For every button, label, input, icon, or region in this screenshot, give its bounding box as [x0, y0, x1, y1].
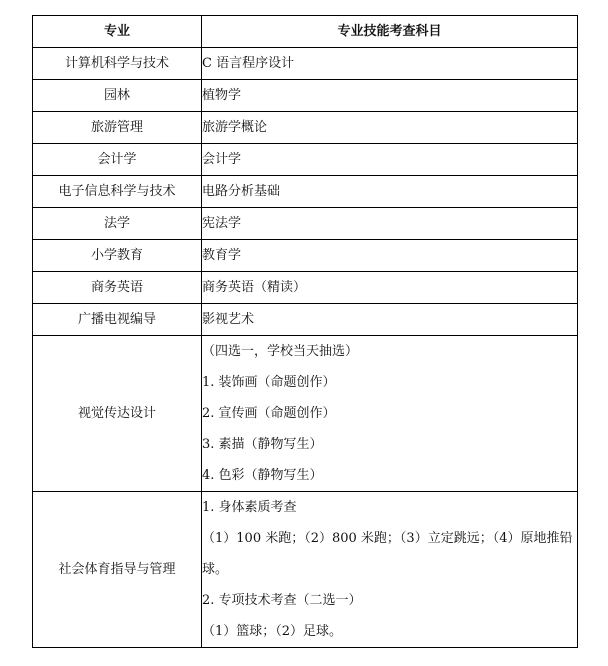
table-row — [33, 208, 578, 240]
major-cell: 会计学 — [33, 144, 202, 176]
major-cell: 计算机科学与技术 — [33, 48, 202, 80]
major-cell: 社会体育指导与管理 — [33, 492, 202, 648]
subject-line: 2. 宣传画（命题创作） — [202, 406, 336, 421]
subject-line: 1. 装饰画（命题创作） — [202, 375, 336, 390]
subject-cell: 商务英语（精读） — [202, 272, 578, 304]
major-cell: 园林 — [33, 80, 202, 112]
header-subject: 专业技能考查科目 — [202, 16, 578, 48]
major-cell: 商务英语 — [33, 272, 202, 304]
table-row — [33, 48, 578, 80]
subject-cell: 电路分析基础 — [202, 176, 578, 208]
table-row — [33, 272, 578, 304]
subject-cell: 宪法学 — [202, 208, 578, 240]
major-cell: 法学 — [33, 208, 202, 240]
table-header-row — [33, 16, 578, 48]
subject-line: 4. 色彩（静物写生） — [202, 468, 323, 483]
subject-line: 2. 专项技术考查（二选一） — [202, 593, 362, 608]
subject-cell: 会计学 — [202, 144, 578, 176]
subject-cell: 教育学 — [202, 240, 578, 272]
table-row-sports-management — [33, 492, 578, 648]
subject-cell: C 语言程序设计 — [202, 48, 578, 80]
exam-subjects-table — [32, 15, 578, 648]
table-row — [33, 80, 578, 112]
subject-line: （四选一，学校当天抽选） — [202, 344, 359, 359]
subject-cell: 植物学 — [202, 80, 578, 112]
table-row — [33, 304, 578, 336]
subject-cell-multiline — [202, 492, 578, 648]
table-row-visual-design — [33, 336, 578, 492]
major-cell: 广播电视编导 — [33, 304, 202, 336]
subject-cell: 影视艺术 — [202, 304, 578, 336]
header-major: 专业 — [33, 16, 202, 48]
subject-line: （1）100 米跑；（2）800 米跑；（3）立定跳远；（4）原地推铅球。 — [202, 531, 573, 577]
subject-cell: 旅游学概论 — [202, 112, 578, 144]
major-cell: 旅游管理 — [33, 112, 202, 144]
table-row — [33, 176, 578, 208]
table-row — [33, 144, 578, 176]
major-cell: 视觉传达设计 — [33, 336, 202, 492]
subject-line: 1. 身体素质考查 — [202, 500, 297, 515]
major-cell: 电子信息科学与技术 — [33, 176, 202, 208]
table-row — [33, 240, 578, 272]
table-row — [33, 112, 578, 144]
major-cell: 小学教育 — [33, 240, 202, 272]
subject-line: （1）篮球；（2）足球。 — [202, 624, 343, 639]
subject-cell-multiline — [202, 336, 578, 492]
subject-line: 3. 素描（静物写生） — [202, 437, 323, 452]
